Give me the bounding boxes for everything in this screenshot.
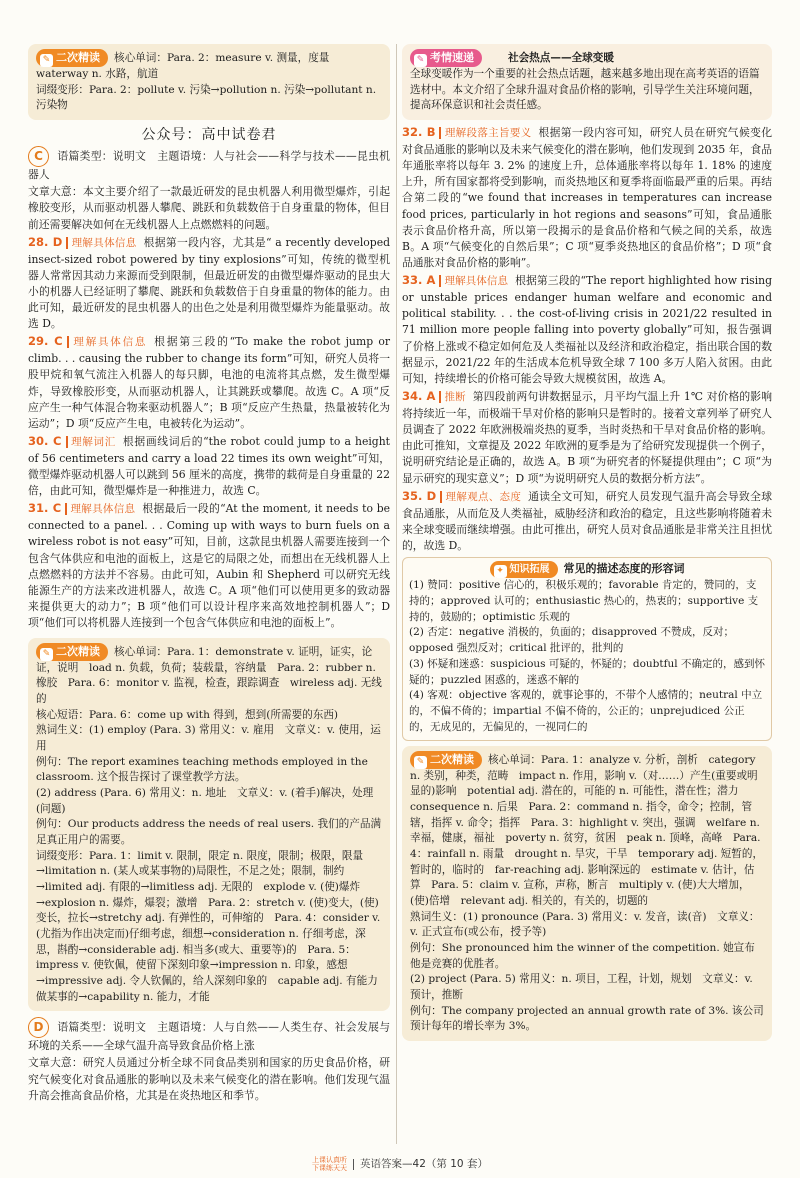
vocab-line: 核心单词：Para. 1：demonstrate v. 证明，证实，论证，说明 load n. 负载，负荷；装载量，容纳量 Para. 2：rubber n. 橡胶 Para. 6：monitor v. 监视，检查，跟踪调查 wireless adj. 无线的 — [36, 645, 382, 705]
tag-badge: ✎ 考情速递 — [410, 49, 482, 67]
vocab-box-3 — [402, 746, 772, 1041]
pen-icon: ✎ — [414, 54, 427, 67]
knowledge-line: (4) 客观：objective 客观的，就事论事的，不带个人感情的；neutral 中立的，不偏不倚的；impartial 不偏不倚的，公正的；unprejudiced 公正的，无成见的，无偏见的，一视同仁的 — [409, 689, 763, 733]
knowledge-line: (3) 怀疑和迷惑：suspicious 可疑的，怀疑的；doubtful 不确定的，感到怀疑的；puzzled 困惑的，迷惑不解的 — [409, 657, 765, 686]
question-35: 35. D 理解观点、态度 通读全文可知，研究人员发现气温升高会导致全球食品通胀，从而危及人类福祉，威胁经济和政治的稳定，且这些影响将随着未来全球变暖而继续增强。由此可推出，研究人员对食品通胀是非常关注且担忧的，故选 D。 — [402, 488, 773, 552]
vocab-line: (2) project (Para. 5) 常用义：n. 项目，工程，计划，规划 文章义：v. 预计，推断 — [410, 973, 753, 1002]
question-31: 31. C 理解具体信息 根据最后一段的“At the moment, it needs to be connected to a panel. . . Coming up with ways to burn fuels on a wireless robot is not easy”可知，目前，这款昆虫机器人需要连接到一个包含气体供应和电池的面板上，这是它的局限之处，而想出在无线机器人上点燃燃料的方法并不容易。由此可知，Aubin 和 Shepherd 可以研究无线能源生产的方法来改进机器人，故选 C。A 项“他们可以使用更多的致动器来提供更大的动力”；B 项“他们可以设计程序来高效地控制机器人”；D 项“他们可以将机器人连接到一个包含气体供应和电池的面板上”。 — [28, 501, 390, 630]
question-33: 33. A 理解具体信息 根据第三段的“The report highlighted how rising or unstable prices endanger human welfare and economic and political stability. . . the cost-of-living crisis in 2021/22 resulted in 71 million more people falling into poverty globally”可知，报告强调了价格上涨或不稳定如何危及人类福祉以及经济和政治稳定，指出联合国的数据显示，2021/22 年的生活成本危机导致全球 7 100 多万人陷入贫困。由此可知，持续增长的价格可能会导致大规模贫困，故选 A。 — [402, 273, 773, 385]
tag-badge: ✎ 二次精读 — [36, 49, 108, 67]
knowledge-box — [402, 557, 772, 741]
page-number: 英语答案—42（第 10 套） — [360, 1158, 488, 1170]
question-29: 29. C 理解具体信息 根据第三段的“To make the robot jump or climb. . . causing the rubber to change its form”可知，研究人员将一股甲烷和氧气流注入机器人的每只脚，电池的电流将其点燃，发生微型爆炸，导致橡胶形变，从而驱动机器人，让其跳跃或攀爬。故选 C。A 项“反应产生一种气体混合物来驱动机器人”；B 项“反应产生热量，热量被转化为运动”；D 项“反应产生电，电被转化为运动”。 — [28, 334, 390, 430]
vocab-line: 熟词生义：(1) employ (Para. 3) 常用义：v. 雇用 文章义：v. 使用，运用 — [36, 724, 381, 752]
tag-badge: ✎ 二次精读 — [36, 643, 108, 661]
vocab-line: 熟词生义：(1) pronounce (Para. 3) 常用义：v. 发音，读(音) 文章义：v. 正式宣布(或公布，授予等) — [410, 910, 760, 939]
summary: 文章大意：本文主要介绍了一款最近研发的昆虫机器人利用微型爆炸，引起橡胶变形，从而驱动机器人攀爬、跳跃和负载数倍于自身重量的物体，但目前还需要解决如何在无线机器人上点燃燃料的问题。 — [28, 185, 390, 231]
book-icon: ✎ — [40, 54, 53, 67]
book-icon: ✎ — [414, 756, 427, 769]
column-divider — [396, 44, 397, 1144]
vocab-box-2 — [28, 638, 390, 1012]
question-32: 32. B 理解段落主旨要义 根据第一段内容可知，研究人员在研究气候变化对食品通胀的影响以及未来气候变化的潜在影响，他们发现到 2035 年，食品年通胀率将以每年 3. 2% 的速度上升，总体通胀率将以每年 1. 18% 的速度上升，所有国家都将受到影响，而炎热地区和夏季将面临最严重的后果。再结合第二段的“we found that increases in temperatures can increase food prices, particularly in hot regions and seasons”可知，食品通胀表示食品价格升高，所以第一段揭示的是食品价格和气候之间的关系，故选 B。A 项“气候变化的自然后果”；C 项“夏季炎热地区的食品价格”；D 项“食品通胀对食品价格的影响”。 — [402, 125, 773, 270]
vocab-line: 例句：Our products address the needs of real users. 我们的产品满足真正用户的需要。 — [36, 818, 382, 846]
tag-badge: ✦ 知识拓展 — [490, 561, 558, 578]
book-icon: ✎ — [40, 648, 53, 661]
watermark-text: 公众号：高中试卷君 — [141, 127, 277, 144]
question-28: 28. D 理解具体信息 根据第一段内容，尤其是“ a recently developed insect-sized robot powered by tiny explosions”可知，传统的微型机器人常常因其动力来源而受到限制，但最近研发的由微型爆炸驱动的昆虫大小的机器人已经证明了攀爬、跳跃和负载数倍于自身重量的物体的能力。由此可知，最近研发的昆虫机器人的出色之处是利用微型爆炸为能量驱动。故选 D。 — [28, 234, 391, 331]
hot-text: 全球变暖作为一个重要的社会热点话题，越来越多地出现在高考英语的语篇选材中。本文介绍了全球升温对食品价格的影响，引导学生关注环境问题，提高环保意识和社会责任感。 — [410, 68, 760, 112]
vocab-line: 例句：The company projected an annual growth rate of 3%. 该公司预计每年的增长率为 3%。 — [410, 1004, 764, 1033]
knowledge-title: 常见的描述态度的形容词 — [563, 562, 685, 576]
brand-logo: 上课认真听 下课练天天 — [312, 1156, 348, 1172]
right-column — [402, 44, 772, 1045]
vocab-line: 词缀变形：Para. 2：pollute v. 污染→pollution n. 污染→pollutant n. 污染物 — [36, 83, 377, 112]
tag-badge: ✎ 二次精读 — [410, 751, 482, 769]
passage-c — [28, 146, 390, 632]
passage-letter-d: D — [28, 1017, 49, 1038]
knowledge-line: (2) 否定：negative 消极的，负面的；disapproved 不赞成，反对；opposed 强烈反对；critical 批评的，批判的 — [409, 626, 734, 655]
bulb-icon: ✦ — [494, 565, 507, 578]
vocab-line: 核心单词：Para. 1：analyze v. 分析，剖析 category n. 类别，种类，范畴 impact n. 作用，影响 v.（对……）产生(重要或明显的)影响 potential adj. 潜在的，可能的 n. 可能性，潜在性；潜力 consequence n. 后果 Para. 2：command n. 指令，命令；控制，管辖，指挥 v. 命令；指挥 Para. 3：highlight v. 突出，强调 welfare n. 幸福，健康，福祉 poverty n. 贫穷，贫困 peak n. 顶峰，高峰 Para. 4：rainfall n. 雨量 drought n. 旱灾，干旱 temporary adj. 短暂的，暂时的，临时的 far-reaching adj. 影响深远的 estimate v. 估计，估算 Para. 5：claim v. 宣称，声称，断言 multiply v. (使)大大增加，(使)倍增 relevant adj. 相关的，有关的，切题的 — [410, 753, 764, 908]
question-30: 30. C 理解词汇 根据画线词后的“the robot could jump to a height of 56 centimeters and carry a load 22 times its own weight”可知，微型爆炸驱动机器人可以跳到 56 厘米的高度，携带的载荷是自身重量的 22 倍，由此可知，微型爆炸是一种推进力，故选 C。 — [28, 434, 390, 498]
passage-letter-c: C — [28, 146, 49, 167]
hot-topic-box — [402, 44, 772, 120]
vocab-line: (2) address (Para. 6) 常用义：n. 地址 文章义：v. (着手)解决，处理(问题) — [36, 786, 374, 815]
passage-d-questions — [402, 124, 772, 554]
vocab-line: 词缀变形：Para. 1：limit v. 限制，限定 n. 限度，限制；极限，限量→limitation n. (某人或某事物的)局限性，不足之处；限制，制约→limited adj. 有限的→limitless adj. 无限的 explode v. (使)爆炸→explosion n. 爆炸，爆裂；激增 Para. 2：stretch v. (使)变大，(使)变长，拉长→stretchy adj. 有弹性的，可伸缩的 Para. 4：consider v. (尤指为作出决定而)仔细考虑，细想→consideration n. 仔细考虑，深思，斟酌→considerable adj. 相当多(或大、重要等)的 Para. 5：impress v. 使钦佩，使留下深刻印象→impression n. 印象，感想→impressive adj. 令人钦佩的，给人深刻印象的 capable adj. 有能力做某事的→capability n. 能力，才能 — [36, 849, 381, 1003]
hot-title: 社会热点——全球变暖 — [508, 52, 614, 64]
vocab-line: 核心单词：Para. 2：measure v. 测量，度量 waterway n. 水路，航道 — [36, 52, 330, 80]
summary: 文章大意：研究人员通过分析全球不同食品类别和国家的历史食品价格，研究气候变化对食品通胀的影响以及未来气候变化的潜在影响。他们发现气温升高会推高食品价格，尤其是在炎热地区和季节。 — [28, 1056, 390, 1102]
vocab-box-1 — [28, 44, 390, 120]
left-column — [28, 44, 390, 1105]
vocab-line: 例句：She pronounced him the winner of the competition. 她宣布他是竞赛的优胜者。 — [410, 942, 755, 970]
page-footer — [0, 1156, 800, 1172]
knowledge-line: (1) 赞同：positive 信心的，积极乐观的；favorable 肯定的，赞同的，支持的；approved 认可的；enthusiastic 热心的，热衷的；supportive 支持的，鼓励的；optimistic 乐观的 — [409, 579, 759, 623]
vocab-line: 核心短语：Para. 6：come up with 得到，想到(所需要的东西) — [36, 708, 339, 721]
type-line: 语篇类型：说明文 主题语境：人与社会——科学与技术——昆虫机器人 — [28, 149, 390, 182]
passage-d — [28, 1017, 390, 1104]
vocab-line: 例句：The report examines teaching methods employed in the classroom. 这个报告探讨了课堂教学方法。 — [36, 755, 368, 784]
question-34: 34. A 推断 第四段前两句讲数据显示，月平均气温上升 1℃ 对价格的影响将持续近一年，而极端干旱对价格的影响只是暂时的。接着文章列举了研究人员调查了 2022 年欧洲极端炎热的夏季，当时炎热和干旱对食品价格的影响。由此可推知，文章提及 2022 年欧洲的夏季是为了给研究发现提供一个例子，说明研究结论是正确的，故选 A。B 项“为研究者的怀疑提供理由”；C 项“为显示研究的现实意义”；D 项“为说明研究人员的数据分析方法”。 — [402, 389, 772, 485]
footer-divider — [353, 1159, 354, 1170]
type-line: 语篇类型：说明文 主题语境：人与自然——人类生存、社会发展与环境的关系——全球气温升高导致食品价格上涨 — [28, 1020, 390, 1053]
